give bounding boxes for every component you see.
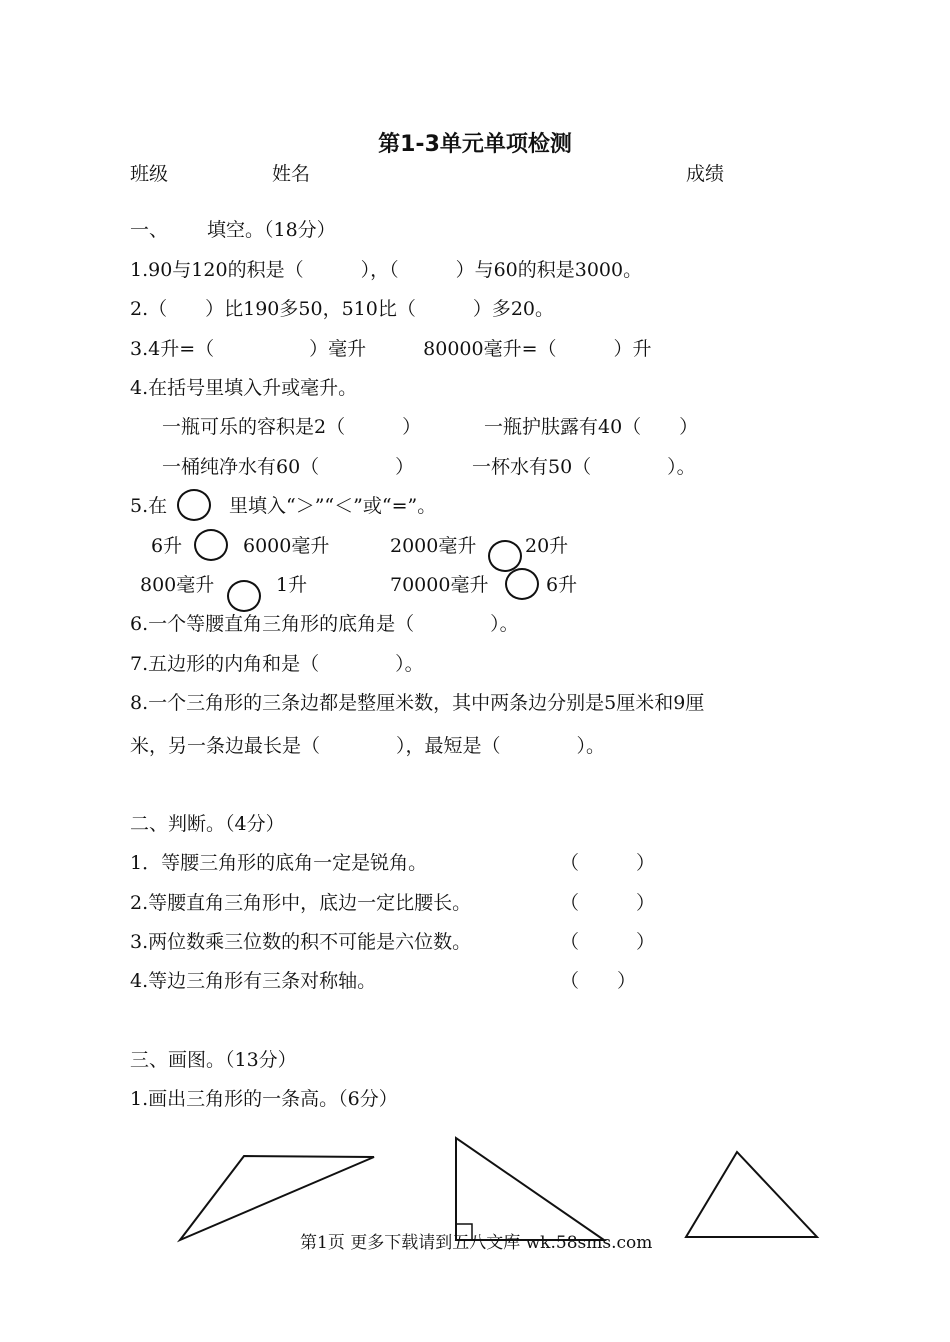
section3-heading: 三、画图。（13分）: [130, 1049, 297, 1071]
judge-paren-1: （ ）: [560, 852, 656, 874]
compare-b-right: 20升: [525, 535, 569, 557]
judge-paren-4: （ ）: [560, 970, 637, 992]
compare-c-left: 800毫升: [140, 574, 215, 596]
class-label: 班级: [130, 163, 169, 185]
question-6: 6.一个等腰直角三角形的底角是（ ）。: [130, 613, 519, 635]
question-3: 3.4升=（ ）毫升 80000毫升=（ ）升: [130, 338, 652, 360]
question-4c: 一桶纯净水有60（ ）: [162, 456, 415, 478]
question-4: 4.在括号里填入升或毫升。: [130, 377, 358, 399]
judge-item-4: 4.等边三角形有三条对称轴。: [130, 970, 377, 992]
score-label: 成绩: [686, 163, 725, 185]
page-footer: 第1页 更多下载请到五八文库 wk.58sms.com: [300, 1233, 653, 1253]
compare-c-right: 1升: [276, 574, 308, 596]
question-2: 2.（ ）比190多50，510比（ ）多20。: [130, 298, 555, 320]
compare-d-left: 70000毫升: [390, 574, 489, 596]
compare-b-left: 2000毫升: [390, 535, 477, 557]
question-5-prefix: 5.在: [130, 495, 168, 517]
draw-question-1: 1.画出三角形的一条高。（6分）: [130, 1088, 398, 1110]
question-7: 7.五边形的内角和是（ ）。: [130, 653, 424, 675]
page-title: 第1-3单元单项检测: [378, 132, 572, 157]
acute-triangle: [686, 1152, 817, 1237]
judge-paren-2: （ ）: [560, 892, 656, 914]
section1-heading-num: 一、: [130, 219, 169, 241]
judge-item-3: 3.两位数乘三位数的积不可能是六位数。: [130, 931, 472, 953]
compare-a-right: 6000毫升: [243, 535, 330, 557]
obtuse-triangle: [180, 1156, 374, 1240]
judge-item-2: 2.等腰直角三角形中，底边一定比腰长。: [130, 892, 472, 914]
question-8-line2: 米，另一条边最长是（ ），最短是（ ）。: [130, 735, 606, 757]
question-8-line1: 8.一个三角形的三条边都是整厘米数，其中两条边分别是5厘米和9厘: [130, 692, 705, 714]
section1-heading: 填空。（18分）: [207, 219, 336, 241]
question-4b: 一瓶护肤露有40（ ）: [484, 416, 699, 438]
question-4a: 一瓶可乐的容积是2（ ）: [162, 416, 422, 438]
section2-heading: 二、判断。（4分）: [130, 813, 285, 835]
compare-a-left: 6升: [151, 535, 183, 557]
name-label: 姓名: [272, 163, 311, 185]
question-5-suffix: 里填入“＞”“＜”或“=”。: [229, 495, 437, 517]
question-4d: 一杯水有50（ ）。: [472, 456, 696, 478]
judge-item-1: 1．等腰三角形的底角一定是锐角。: [130, 852, 428, 874]
judge-paren-3: （ ）: [560, 931, 656, 953]
question-1: 1.90与120的积是（ ），（ ）与60的积是3000。: [130, 259, 643, 281]
right-triangle: [456, 1138, 604, 1240]
compare-d-right: 6升: [546, 574, 578, 596]
